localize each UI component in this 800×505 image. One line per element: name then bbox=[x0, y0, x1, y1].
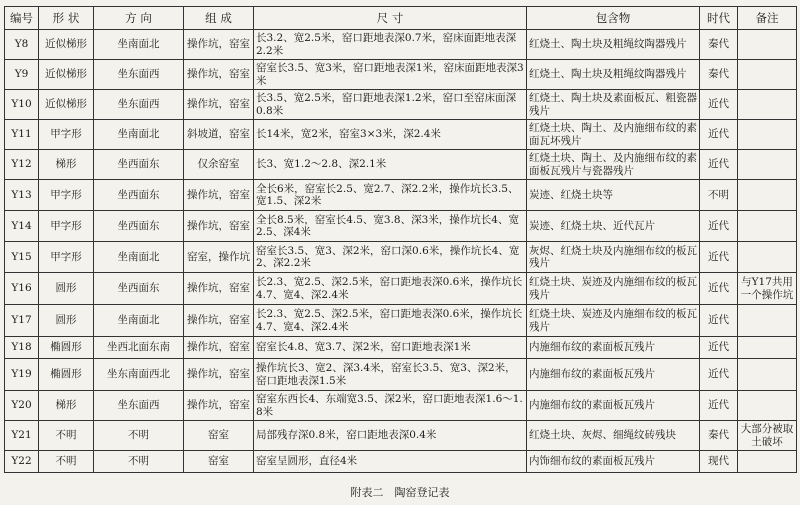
cell-direction: 不明 bbox=[94, 421, 184, 451]
header-composition: 组 成 bbox=[184, 7, 254, 30]
cell-shape: 近似梯形 bbox=[39, 30, 94, 60]
cell-note: 大部分被取土破坏 bbox=[738, 421, 797, 451]
cell-contents: 炭迹、红烧土块、近代瓦片 bbox=[527, 211, 700, 242]
cell-contents: 内施细布纹的素面板瓦残片 bbox=[527, 391, 700, 421]
cell-shape: 圆形 bbox=[39, 305, 94, 337]
table-body bbox=[5, 30, 797, 473]
cell-direction: 坐西北面东南 bbox=[94, 337, 184, 359]
table-row bbox=[5, 60, 797, 90]
table-header-row bbox=[5, 7, 797, 30]
cell-era: 近代 bbox=[700, 90, 738, 120]
table-row bbox=[5, 211, 797, 242]
cell-shape: 甲字形 bbox=[39, 180, 94, 211]
cell-contents: 红烧土块、炭迹及内施细布纹的板瓦残片 bbox=[527, 305, 700, 337]
cell-shape: 椭圆形 bbox=[39, 337, 94, 359]
cell-composition: 窑室 bbox=[184, 421, 254, 451]
cell-note bbox=[738, 451, 797, 473]
cell-composition: 操作坑，窑室 bbox=[184, 337, 254, 359]
cell-era: 近代 bbox=[700, 305, 738, 337]
cell-id: Y12 bbox=[5, 150, 39, 180]
cell-direction: 坐东南面西北 bbox=[94, 359, 184, 391]
cell-era: 现代 bbox=[700, 451, 738, 473]
cell-composition: 操作坑，窑室 bbox=[184, 211, 254, 242]
table-row bbox=[5, 150, 797, 180]
cell-id: Y15 bbox=[5, 242, 39, 273]
cell-note bbox=[738, 391, 797, 421]
cell-shape: 甲字形 bbox=[39, 242, 94, 273]
cell-size: 窑室东西长4、东端宽3.5、深2米，窑口距地表深1.6～1.8米 bbox=[254, 391, 527, 421]
table-row bbox=[5, 391, 797, 421]
cell-note bbox=[738, 180, 797, 211]
cell-note: 与Y17共用一个操作坑 bbox=[738, 273, 797, 305]
cell-era: 不明 bbox=[700, 180, 738, 211]
cell-id: Y13 bbox=[5, 180, 39, 211]
cell-direction: 坐西面东 bbox=[94, 180, 184, 211]
cell-contents: 灰烬、红烧土块及内施细布纹的板瓦残片 bbox=[527, 242, 700, 273]
cell-direction: 坐西面东 bbox=[94, 211, 184, 242]
cell-id: Y9 bbox=[5, 60, 39, 90]
table-caption: 附表二 陶窑登记表 bbox=[350, 486, 450, 499]
cell-note bbox=[738, 359, 797, 391]
cell-size: 长3.2、宽2.5米，窑口距地表深0.7米，窑床面距地表深2.2米 bbox=[254, 30, 527, 60]
cell-shape: 甲字形 bbox=[39, 211, 94, 242]
cell-shape: 甲字形 bbox=[39, 120, 94, 150]
cell-direction: 坐南面北 bbox=[94, 242, 184, 273]
cell-id: Y17 bbox=[5, 305, 39, 337]
table-row bbox=[5, 273, 797, 305]
cell-direction: 坐西面东 bbox=[94, 273, 184, 305]
cell-note bbox=[738, 150, 797, 180]
cell-shape: 不明 bbox=[39, 421, 94, 451]
cell-note bbox=[738, 211, 797, 242]
table-row bbox=[5, 90, 797, 120]
cell-size: 长2.3、宽2.5、深2.5米，窑口距地表深0.6米，操作坑长4.7、宽4、深2.4米 bbox=[254, 305, 527, 337]
header-id: 编号 bbox=[5, 7, 39, 30]
cell-era: 秦代 bbox=[700, 30, 738, 60]
cell-size: 全长8.5米，窑室长4.5、宽3.8、深3米，操作坑长4、宽2.5、深4米 bbox=[254, 211, 527, 242]
cell-size: 长14米，宽2米，窑室3×3米，深2.4米 bbox=[254, 120, 527, 150]
cell-composition: 操作坑，窑室 bbox=[184, 90, 254, 120]
cell-id: Y16 bbox=[5, 273, 39, 305]
table-row bbox=[5, 337, 797, 359]
cell-direction: 坐南面北 bbox=[94, 305, 184, 337]
cell-contents: 红烧土块、陶土、及内施细布纹的素面板瓦残片与瓷器残片 bbox=[527, 150, 700, 180]
cell-composition: 仅余窑室 bbox=[184, 150, 254, 180]
cell-shape: 近似梯形 bbox=[39, 90, 94, 120]
table-row bbox=[5, 120, 797, 150]
table-row bbox=[5, 421, 797, 451]
cell-id: Y20 bbox=[5, 391, 39, 421]
header-shape: 形 状 bbox=[39, 7, 94, 30]
table-row bbox=[5, 242, 797, 273]
cell-contents: 炭迹、红烧土块等 bbox=[527, 180, 700, 211]
cell-composition: 操作坑，窑室 bbox=[184, 391, 254, 421]
cell-id: Y14 bbox=[5, 211, 39, 242]
cell-composition: 窑室，操作坑 bbox=[184, 242, 254, 273]
cell-era: 近代 bbox=[700, 359, 738, 391]
cell-shape: 梯形 bbox=[39, 150, 94, 180]
cell-era: 近代 bbox=[700, 273, 738, 305]
cell-id: Y22 bbox=[5, 451, 39, 473]
cell-shape: 椭圆形 bbox=[39, 359, 94, 391]
cell-id: Y19 bbox=[5, 359, 39, 391]
cell-size: 窑室长3.5、宽3米，窑口距地表深1米，窑床面距地表深3米 bbox=[254, 60, 527, 90]
cell-composition: 操作坑，窑室 bbox=[184, 359, 254, 391]
cell-id: Y11 bbox=[5, 120, 39, 150]
cell-size: 窑室长4.8、宽3.7、深2米，窑口距地表深1米 bbox=[254, 337, 527, 359]
cell-contents: 红烧土块、陶土、及内施细布纹的素面瓦坏残片 bbox=[527, 120, 700, 150]
cell-size: 操作坑长3、宽2、深3.4米，窑室长3.5、宽3、深2米，窑口距地表深1.5米 bbox=[254, 359, 527, 391]
cell-note bbox=[738, 90, 797, 120]
cell-era: 近代 bbox=[700, 120, 738, 150]
table-row bbox=[5, 180, 797, 211]
cell-composition: 操作坑，窑室 bbox=[184, 30, 254, 60]
cell-direction: 坐南面北 bbox=[94, 30, 184, 60]
header-era: 时代 bbox=[700, 7, 738, 30]
cell-direction: 坐东面西 bbox=[94, 391, 184, 421]
cell-id: Y8 bbox=[5, 30, 39, 60]
cell-era: 近代 bbox=[700, 242, 738, 273]
cell-era: 近代 bbox=[700, 391, 738, 421]
cell-size: 全长6米，窑室长2.5、宽2.7、深2.2米，操作坑长3.5、宽1.5、深2米 bbox=[254, 180, 527, 211]
cell-era: 近代 bbox=[700, 337, 738, 359]
cell-composition: 斜坡道，窑室 bbox=[184, 120, 254, 150]
cell-size: 窑室呈圆形，直径4米 bbox=[254, 451, 527, 473]
cell-id: Y18 bbox=[5, 337, 39, 359]
cell-era: 近代 bbox=[700, 211, 738, 242]
cell-size: 长2.3、宽2.5、深2.5米，窑口距地表深0.6米，操作坑长4.7、宽4、深2.4米 bbox=[254, 273, 527, 305]
cell-composition: 窑室 bbox=[184, 451, 254, 473]
cell-composition: 操作坑，窑室 bbox=[184, 305, 254, 337]
cell-shape: 圆形 bbox=[39, 273, 94, 305]
cell-id: Y21 bbox=[5, 421, 39, 451]
cell-direction: 坐西面东 bbox=[94, 150, 184, 180]
cell-shape: 梯形 bbox=[39, 391, 94, 421]
cell-size: 局部残存深0.8米，窑口距地表深0.4米 bbox=[254, 421, 527, 451]
cell-contents: 内饰细布纹的素面板瓦残片 bbox=[527, 451, 700, 473]
cell-direction: 坐南面北 bbox=[94, 120, 184, 150]
cell-note bbox=[738, 242, 797, 273]
kiln-register-table bbox=[4, 6, 797, 473]
cell-direction: 坐东面西 bbox=[94, 90, 184, 120]
cell-shape: 近似梯形 bbox=[39, 60, 94, 90]
cell-composition: 操作坑，窑室 bbox=[184, 180, 254, 211]
header-size: 尺 寸 bbox=[254, 7, 527, 30]
table-row bbox=[5, 451, 797, 473]
table-row bbox=[5, 30, 797, 60]
cell-contents: 红烧土、陶土块及粗绳纹陶器残片 bbox=[527, 60, 700, 90]
cell-contents: 红烧土块、灰烬、细绳纹砖残块 bbox=[527, 421, 700, 451]
cell-era: 秦代 bbox=[700, 60, 738, 90]
header-note: 备注 bbox=[738, 7, 797, 30]
cell-shape: 不明 bbox=[39, 451, 94, 473]
cell-direction: 不明 bbox=[94, 451, 184, 473]
cell-size: 长3、宽1.2～2.8、深2.1米 bbox=[254, 150, 527, 180]
cell-size: 窑室长3.5、宽3、深2米，窑口深0.6米，操作坑长4、宽2、深2.2米 bbox=[254, 242, 527, 273]
cell-note bbox=[738, 60, 797, 90]
kiln-register-sheet bbox=[4, 6, 796, 473]
cell-composition: 操作坑，窑室 bbox=[184, 273, 254, 305]
cell-contents: 内施细布纹的素面板瓦残片 bbox=[527, 359, 700, 391]
cell-note bbox=[738, 120, 797, 150]
table-row bbox=[5, 305, 797, 337]
cell-note bbox=[738, 305, 797, 337]
cell-note bbox=[738, 30, 797, 60]
cell-id: Y10 bbox=[5, 90, 39, 120]
cell-composition: 操作坑，窑室 bbox=[184, 60, 254, 90]
header-contents: 包含物 bbox=[527, 7, 700, 30]
cell-contents: 内施细布纹的素面板瓦残片 bbox=[527, 337, 700, 359]
header-direction: 方 向 bbox=[94, 7, 184, 30]
cell-era: 秦代 bbox=[700, 421, 738, 451]
cell-direction: 坐东面西 bbox=[94, 60, 184, 90]
table-row bbox=[5, 359, 797, 391]
cell-size: 长3.5、宽2.5米，窑口距地表深1.2米，窑口至窑床面深0.8米 bbox=[254, 90, 527, 120]
cell-contents: 红烧土、陶土块及素面板瓦、粗瓷器残片 bbox=[527, 90, 700, 120]
cell-contents: 红烧土块、炭迹及内施细布纹的板瓦残片 bbox=[527, 273, 700, 305]
cell-contents: 红烧土、陶土块及粗绳纹陶器残片 bbox=[527, 30, 700, 60]
cell-era: 近代 bbox=[700, 150, 738, 180]
cell-note bbox=[738, 337, 797, 359]
